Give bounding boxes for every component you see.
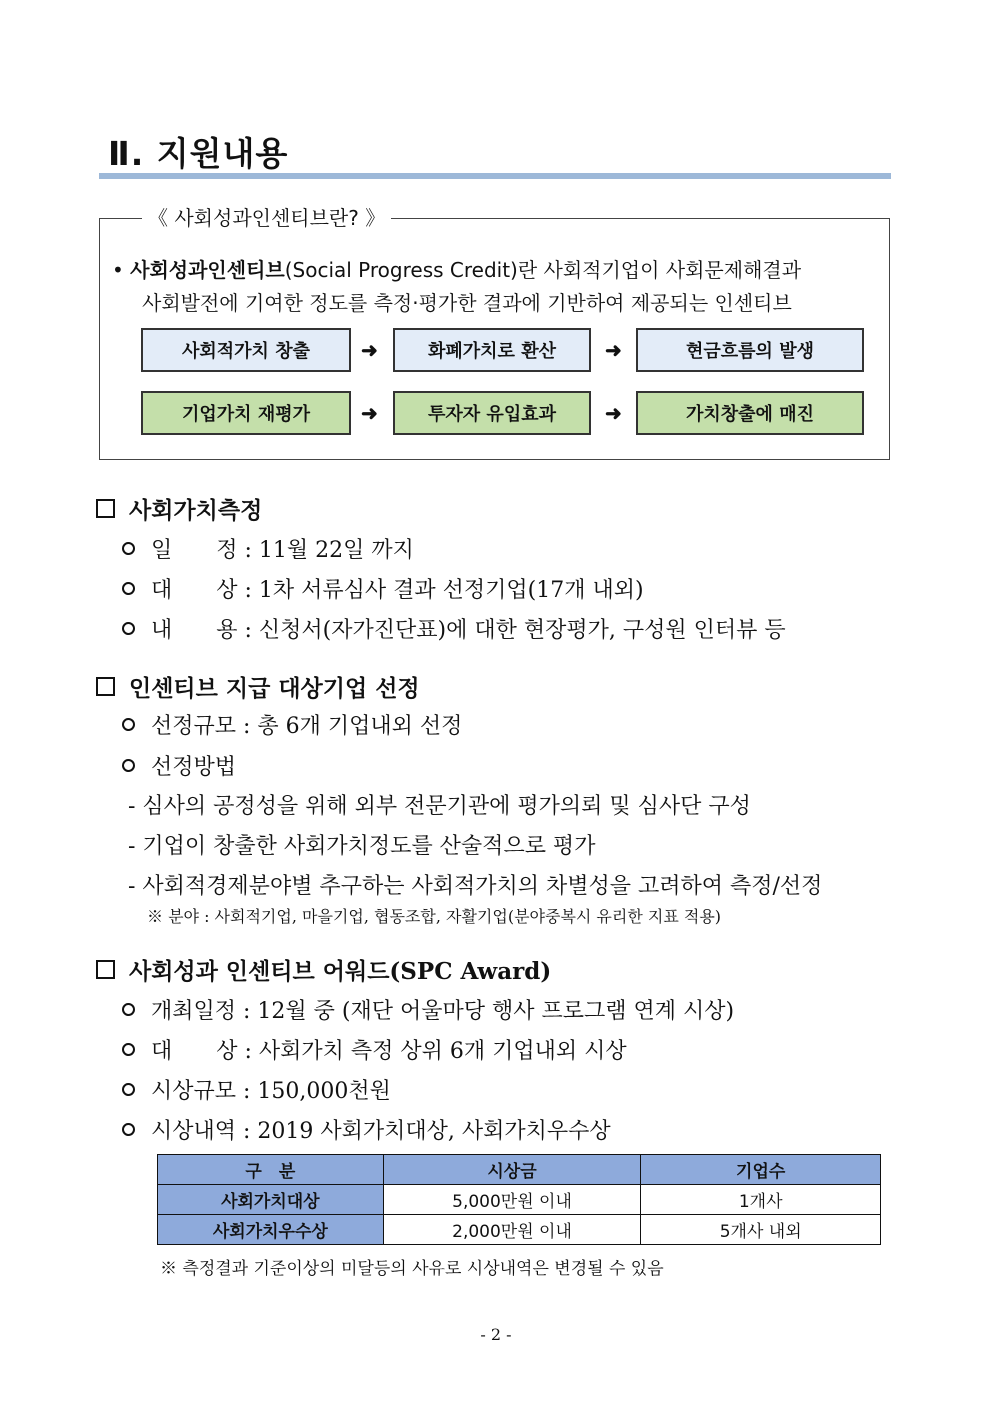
- field-note: ※ 분야 : 사회적기업, 마을기업, 협동조합, 자활기업(분야중복시 유리한 지표 적용): [147, 907, 722, 926]
- list-item-text: 시상내역 : 2019 사회가치대상, 사회가치우수상: [151, 1119, 611, 1144]
- section-heading-text: 사회가치측정: [129, 497, 263, 524]
- list-item-text: 대 상 : 사회가치 측정 상위 6개 기업내외 시상: [151, 1039, 627, 1064]
- arrow-right-icon: ➜: [361, 338, 378, 362]
- circle-bullet-icon: [122, 1003, 135, 1016]
- list-item-text: 일 정 : 11월 22일 까지: [151, 538, 414, 563]
- table-header-row: [158, 1155, 881, 1185]
- flow-step-4: 기업가치 재평가: [141, 391, 351, 435]
- circle-bullet-icon: [122, 542, 135, 555]
- arrow-right-icon: ➜: [605, 338, 622, 362]
- intro-line-2: 사회발전에 기여한 정도를 측정·평가한 결과에 기반하여 제공되는 인센티브: [142, 291, 792, 315]
- list-item: [122, 750, 236, 781]
- intro-line-1: [112, 254, 801, 283]
- section-heading-text: 인센티브 지급 대상기업 선정: [129, 675, 420, 702]
- list-item: [122, 994, 734, 1025]
- flow-step-3: 현금흐름의 발생: [636, 328, 864, 372]
- list-item-text: 선정방법: [151, 755, 237, 780]
- list-item: [122, 709, 462, 740]
- title-underline: [99, 173, 891, 179]
- arrow-right-icon: ➜: [361, 401, 378, 425]
- intro-line-1-rest: (Social Progress Credit)란 사회적기업이 사회문제해결과: [284, 258, 802, 282]
- table-row: [158, 1215, 881, 1245]
- section-heading-text: 사회성과 인센티브 어워드(SPC Award): [129, 958, 552, 985]
- table-header-cell: 기업수: [641, 1155, 881, 1185]
- sub-item: - 심사의 공정성을 위해 외부 전문기관에 평가의뢰 및 심사단 구성: [128, 794, 751, 819]
- table-header-cell: 구 분: [158, 1155, 384, 1185]
- section-heading-measurement: [96, 492, 262, 525]
- list-item-text: 대 상 : 1차 서류심사 결과 선정기업(17개 내외): [151, 578, 644, 603]
- list-item: [122, 1074, 391, 1105]
- flow-step-2: 화폐가치로 환산: [393, 328, 591, 372]
- list-item: [122, 1034, 627, 1065]
- circle-bullet-icon: [122, 1123, 135, 1136]
- square-bullet-icon: [96, 677, 115, 696]
- square-bullet-icon: [96, 960, 115, 979]
- list-item: [122, 573, 644, 604]
- table-cell: 1개사: [641, 1185, 881, 1215]
- flow-step-5: 투자자 유입효과: [393, 391, 591, 435]
- award-note: ※ 측정결과 기준이상의 미달등의 사유로 시상내역은 변경될 수 있음: [160, 1259, 664, 1279]
- section-heading-award: [96, 953, 551, 986]
- list-item-text: 시상규모 : 150,000천원: [151, 1079, 391, 1104]
- table-header-cell: 시상금: [383, 1155, 641, 1185]
- list-item: [122, 613, 786, 644]
- bullet-icon: •: [112, 258, 124, 282]
- page-number: - 2 -: [480, 1325, 512, 1344]
- table-cell: 사회가치우수상: [158, 1215, 384, 1245]
- sub-item: - 사회적경제분야별 추구하는 사회적가치의 차별성을 고려하여 측정/선정: [128, 874, 823, 899]
- section-heading-selection: [96, 670, 420, 703]
- list-item: [122, 533, 414, 564]
- intro-box-legend: 《 사회성과인센티브란? 》: [142, 202, 391, 231]
- table-cell: 2,000만원 이내: [383, 1215, 641, 1245]
- page-title: Ⅱ. 지원내용: [108, 134, 289, 173]
- circle-bullet-icon: [122, 582, 135, 595]
- circle-bullet-icon: [122, 718, 135, 731]
- flow-step-1: 사회적가치 창출: [141, 328, 351, 372]
- table-cell: 5개사 내외: [641, 1215, 881, 1245]
- table-row: [158, 1185, 881, 1215]
- award-table: [157, 1154, 881, 1245]
- circle-bullet-icon: [122, 622, 135, 635]
- table-cell: 사회가치대상: [158, 1185, 384, 1215]
- circle-bullet-icon: [122, 1043, 135, 1056]
- circle-bullet-icon: [122, 759, 135, 772]
- square-bullet-icon: [96, 499, 115, 518]
- list-item-text: 개최일정 : 12월 중 (재단 어울마당 행사 프로그램 연계 시상): [151, 999, 735, 1024]
- flow-step-6: 가치창출에 매진: [636, 391, 864, 435]
- list-item-text: 선정규모 : 총 6개 기업내외 선정: [151, 714, 463, 739]
- table-cell: 5,000만원 이내: [383, 1185, 641, 1215]
- list-item: [122, 1114, 611, 1145]
- arrow-right-icon: ➜: [605, 401, 622, 425]
- list-item-text: 내 용 : 신청서(자가진단표)에 대한 현장평가, 구성원 인터뷰 등: [151, 618, 786, 643]
- intro-term: 사회성과인센티브: [130, 258, 285, 282]
- circle-bullet-icon: [122, 1083, 135, 1096]
- sub-item: - 기업이 창출한 사회가치정도를 산술적으로 평가: [128, 834, 596, 859]
